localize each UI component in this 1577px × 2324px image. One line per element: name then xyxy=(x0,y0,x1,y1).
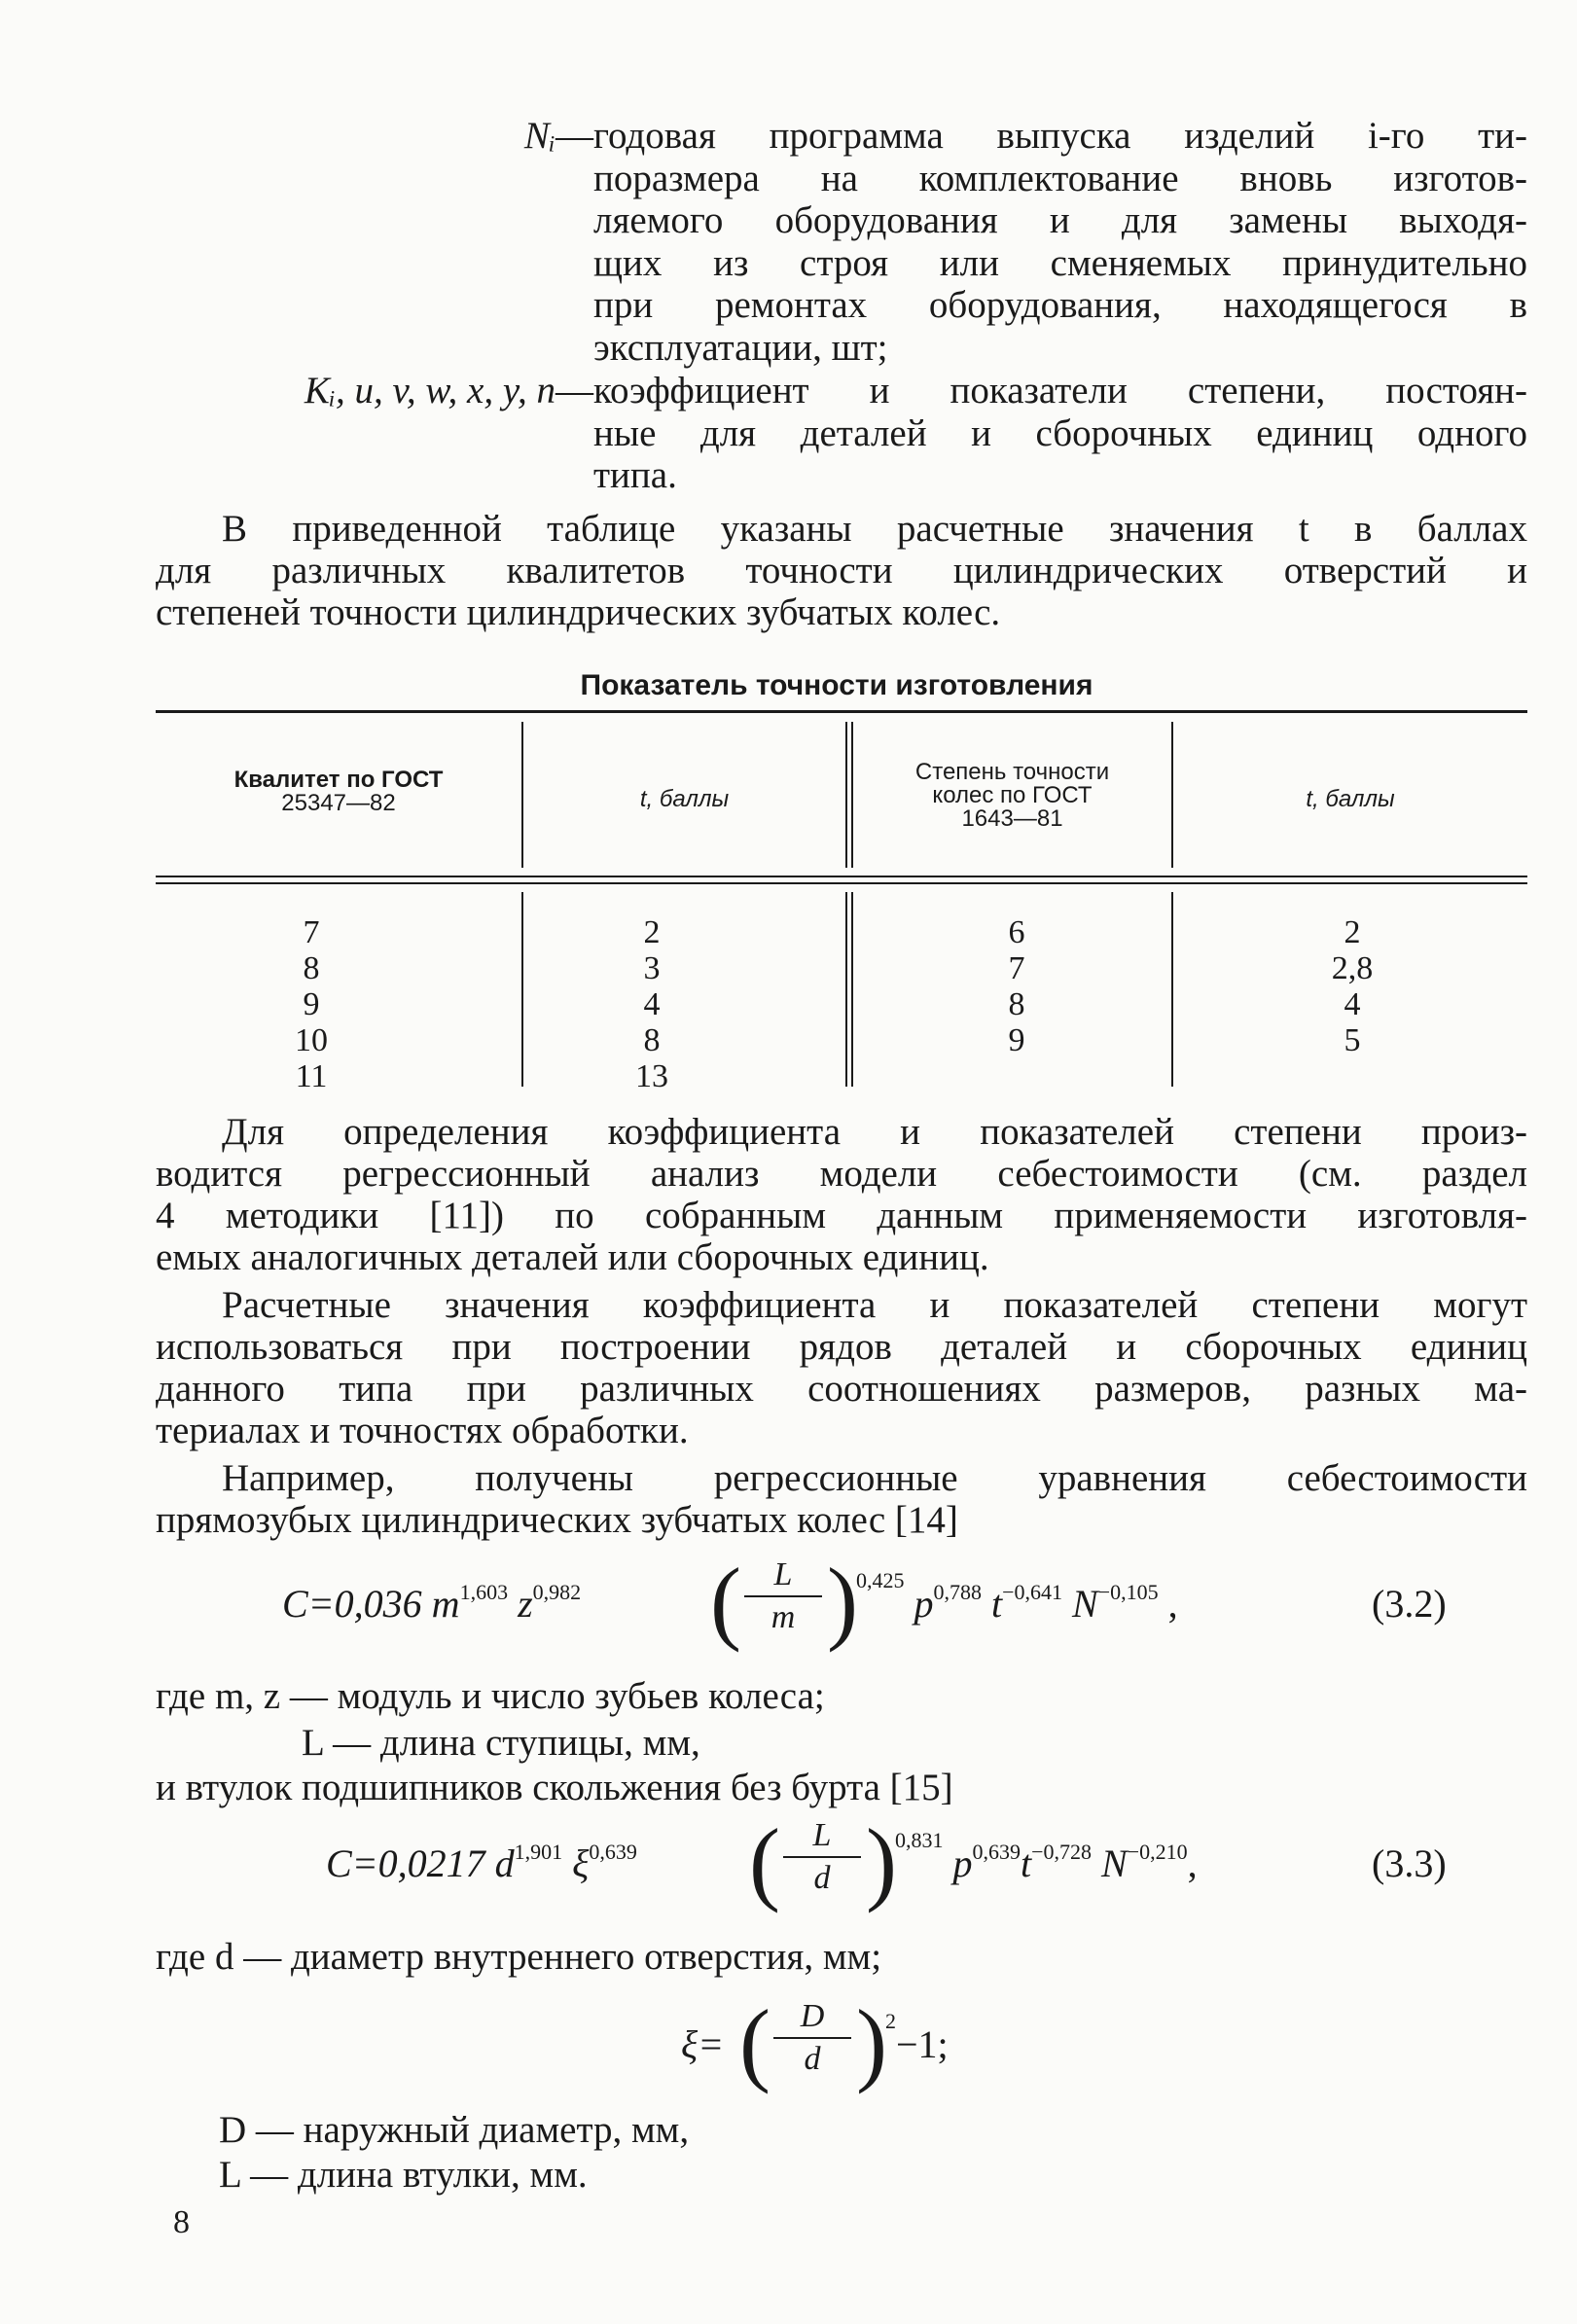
definition-line: поразмера на комплектование вновь изготов- xyxy=(593,157,1527,199)
equation-text: p xyxy=(952,1841,973,1885)
paragraph-line: использоваться при построении рядов деталей и сборочных единиц xyxy=(156,1326,1527,1368)
table-header-rule xyxy=(156,876,1527,877)
definition-line: коэффициент и показатели степени, постоян- xyxy=(593,370,1527,411)
paragraph-line: водится регрессионный анализ модели себестоимости (см. раздел xyxy=(156,1153,1527,1195)
left-paren: ( xyxy=(739,1990,771,2094)
paragraph-line: 4 методики [11]) по собранным данным применяемости изготовля- xyxy=(156,1195,1527,1236)
definition-line: годовая программа выпуска изделий i-го ти- xyxy=(593,115,1527,157)
fraction-bar xyxy=(744,1595,822,1597)
equation-exponent: −0,728 xyxy=(1031,1840,1093,1864)
equation-exponent: 0,425 xyxy=(856,1568,905,1592)
equation-exponent: 2 xyxy=(885,2009,896,2033)
equation-text: p xyxy=(914,1582,934,1626)
fraction-bar xyxy=(783,1856,861,1858)
where-bushing-length: L — длина втулки, мм. xyxy=(219,2154,588,2196)
fraction-numerator: L xyxy=(773,1556,793,1592)
equation-right xyxy=(885,2009,949,2067)
equation-exponent: 0,831 xyxy=(895,1828,944,1852)
fraction xyxy=(773,1998,851,2078)
where-bushings: и втулок подшипников скольжения без бурта [15] xyxy=(156,1767,953,1808)
left-paren: ( xyxy=(710,1549,741,1653)
equation-exponent: 0,639 xyxy=(972,1840,1021,1864)
equation-text: N xyxy=(1101,1841,1128,1885)
equation-exponent: −0,641 xyxy=(1002,1580,1063,1604)
where-hub-length: L — длина ступицы, мм, xyxy=(302,1722,700,1764)
table-column-t: 2 3 4 8 13 xyxy=(635,914,668,1094)
paragraph-line: емых аналогичных деталей или сборочных единиц. xyxy=(156,1236,989,1278)
paragraph-line: прямозубых цилиндрических зубчатых колес [14] xyxy=(156,1499,958,1541)
table-header-rule xyxy=(156,882,1527,884)
equation-text: t xyxy=(1021,1841,1032,1885)
document-page: Nᵢ— годовая программа выпуска изделий i-го ти- поразмера на комплектование вновь изготов- ляемого оборудования и для замены выходя- щих из строя или сменяемых принудительно при ремонтах оборудования, находящегося в эксплуатации, шт; Kᵢ, u, v, w, x, y, n— коэффициент и показатели степени, постоян- ные для деталей и сборочных единиц одного типа. В приведенной таблице указаны расчетные значения t в баллах для различных квалитетов точности цилиндрических отверстий и степеней точности цилиндрических зубчатых колес. Показатель точности изготовления Квалитет по ГОСТ 25347—82 t, баллы Степень точности колес по ГОСТ 1643—81 t, баллы 7 8 9 10 11 2 3 4 8 13 6 7 8 9 2 2,8 4 5 Для определения коэффициента и показателей степени произ- водится регрессионный анализ модели себестоимости (см. раздел 4 методики [11]) по собранным данным применяемости изготовля- емых аналогичных деталей или сборочных единиц. Расчетные значения коэффициента и показателей степени могут использоваться при построении рядов деталей и сборочных единиц данного типа при различных соотношениях размеров, разных ма- териалах и точностях обработки. Например, получены регрессионные уравнения себестоимости прямозубых цилиндрических зубчатых колес [14] C=0,036 $m^{1,603}$ $z^{0,982}$ ( L m ) $^{0,425}$ $p^{0,788}$ $t^{-0,641}$ $N^{-0,105}$ , (3.2) где m, z — модуль и число зубьев колеса; L — длина ступицы, мм, и втулок подшипников скольжения без бурта [15] C=0,0217 $d^{1,901}$ $\xi^{0,639}$ ( L d ) $^{0,831}$ $p^{0,639}t^{-0,728}$ $N^{-0,210}$, (3.3) где d — диаметр внутреннего отверстия, мм; ξ= ( D d ) $^2$−1; D — наружный диаметр, мм, L — длина втулки, мм. 8 xyxy=(0,0,1577,2324)
table-column-degree: 6 7 8 9 xyxy=(1008,914,1025,1058)
page-number: 8 xyxy=(173,2204,190,2240)
equation-text: C=0,036 xyxy=(282,1582,422,1626)
fraction xyxy=(744,1556,822,1636)
table-top-rule xyxy=(156,710,1527,713)
equation-exponent: −0,210 xyxy=(1127,1840,1188,1864)
header-cell-t-points-2 xyxy=(1173,788,1527,811)
header-text: Степень точности xyxy=(914,759,1110,785)
where-outer-diameter: D — наружный диаметр, мм, xyxy=(219,2109,690,2151)
definition-line: при ремонтах оборудования, находящегося в xyxy=(593,284,1527,326)
paragraph-line: териалах и точностях обработки. xyxy=(156,1410,689,1451)
header-text: колес по ГОСТ xyxy=(932,782,1093,808)
definition-line: эксплуатации, шт; xyxy=(593,326,888,369)
left-paren: ( xyxy=(749,1809,780,1913)
equation-exponent: 1,901 xyxy=(514,1840,563,1864)
paragraph-line: В приведенной таблице указаны расчетные значения t в баллах xyxy=(222,508,1527,550)
header-cell-t-points xyxy=(523,788,845,811)
header-text: 1643—81 xyxy=(961,805,1063,832)
paragraph-line: данного типа при различных соотношениях размеров, разных ма- xyxy=(156,1368,1527,1410)
definition-line: ляемого оборудования и для замены выходя- xyxy=(593,199,1527,241)
equation-text: C=0,0217 xyxy=(326,1841,485,1885)
column-divider xyxy=(845,722,847,868)
equation-exponent: 0,788 xyxy=(933,1580,982,1604)
paragraph-line: Например, получены регрессионные уравнения себестоимости xyxy=(222,1457,1527,1499)
equation-text: N xyxy=(1072,1582,1098,1626)
fraction-denominator: d xyxy=(813,1860,831,1896)
equation-text: ξ= xyxy=(681,2022,725,2066)
definition-line: щих из строя или сменяемых принудительно xyxy=(593,241,1527,284)
equation-exponent: 0,639 xyxy=(589,1840,637,1864)
where-diameter: где d — диаметр внутреннего отверстия, мм; xyxy=(156,1936,882,1978)
paragraph-line: Для определения коэффициента и показателей степени произ- xyxy=(222,1111,1527,1153)
equation-text: m xyxy=(431,1582,460,1626)
definition-line: типа. xyxy=(593,454,677,496)
header-text: t, баллы xyxy=(1306,786,1395,812)
table-column-t2: 2 2,8 4 5 xyxy=(1331,914,1374,1058)
equation-number: (3.3) xyxy=(1372,1841,1447,1885)
column-divider xyxy=(521,892,523,1087)
definition-term: Kᵢ, u, v, w, x, y, n xyxy=(304,370,556,411)
right-paren: ) xyxy=(827,1549,858,1653)
definition-line: ные для деталей и сборочных единиц одного xyxy=(593,411,1527,454)
fraction-numerator: D xyxy=(800,1998,825,2034)
table-title: Показатель точности изготовления xyxy=(580,669,1093,701)
header-text: Квалитет по ГОСТ xyxy=(233,767,444,793)
right-paren: ) xyxy=(856,1990,887,2094)
header-text: t, баллы xyxy=(639,786,730,812)
equation-text: ξ xyxy=(572,1841,590,1885)
equation-text: z xyxy=(518,1582,533,1626)
equation-left xyxy=(282,1581,581,1627)
header-cell-accuracy-degree xyxy=(853,761,1171,831)
fraction-denominator: d xyxy=(804,2041,821,2077)
equation-left xyxy=(681,2021,724,2067)
paragraph-line: степеней точности цилиндрических зубчатых колес. xyxy=(156,591,1001,633)
equation-text: d xyxy=(494,1841,515,1885)
equation-text: , xyxy=(1167,1582,1178,1626)
equation-number: (3.2) xyxy=(1372,1582,1447,1626)
paragraph-line: Расчетные значения коэффициента и показателей степени могут xyxy=(222,1284,1527,1326)
equation-text: t xyxy=(991,1582,1003,1626)
fraction-numerator: L xyxy=(812,1817,832,1853)
equation-right xyxy=(856,1568,1178,1627)
equation-exponent: 0,982 xyxy=(532,1580,582,1604)
column-divider xyxy=(851,892,853,1087)
where-modulus: где m, z — модуль и число зубьев колеса; xyxy=(156,1675,825,1717)
definition-term: Nᵢ xyxy=(523,115,556,157)
fraction-bar xyxy=(773,2037,851,2039)
equation-exponent: −0,105 xyxy=(1097,1580,1159,1604)
header-cell-qualitet xyxy=(156,769,521,815)
equation-left xyxy=(326,1841,637,1886)
right-paren: ) xyxy=(866,1809,897,1913)
paragraph-line: для различных квалитетов точности цилиндрических отверстий и xyxy=(156,550,1527,591)
column-divider xyxy=(845,892,847,1087)
fraction xyxy=(783,1817,861,1897)
equation-right xyxy=(895,1828,1198,1886)
definition-body xyxy=(593,115,1527,369)
column-divider xyxy=(1171,892,1173,1087)
fraction-denominator: m xyxy=(771,1599,796,1635)
equation-text: −1; xyxy=(896,2022,949,2066)
definition-body xyxy=(593,370,1527,497)
header-text: 25347—82 xyxy=(281,790,396,816)
equation-text: , xyxy=(1187,1841,1198,1885)
equation-exponent: 1,603 xyxy=(459,1580,509,1604)
table-column-qualitet: 7 8 9 10 11 xyxy=(295,914,328,1094)
